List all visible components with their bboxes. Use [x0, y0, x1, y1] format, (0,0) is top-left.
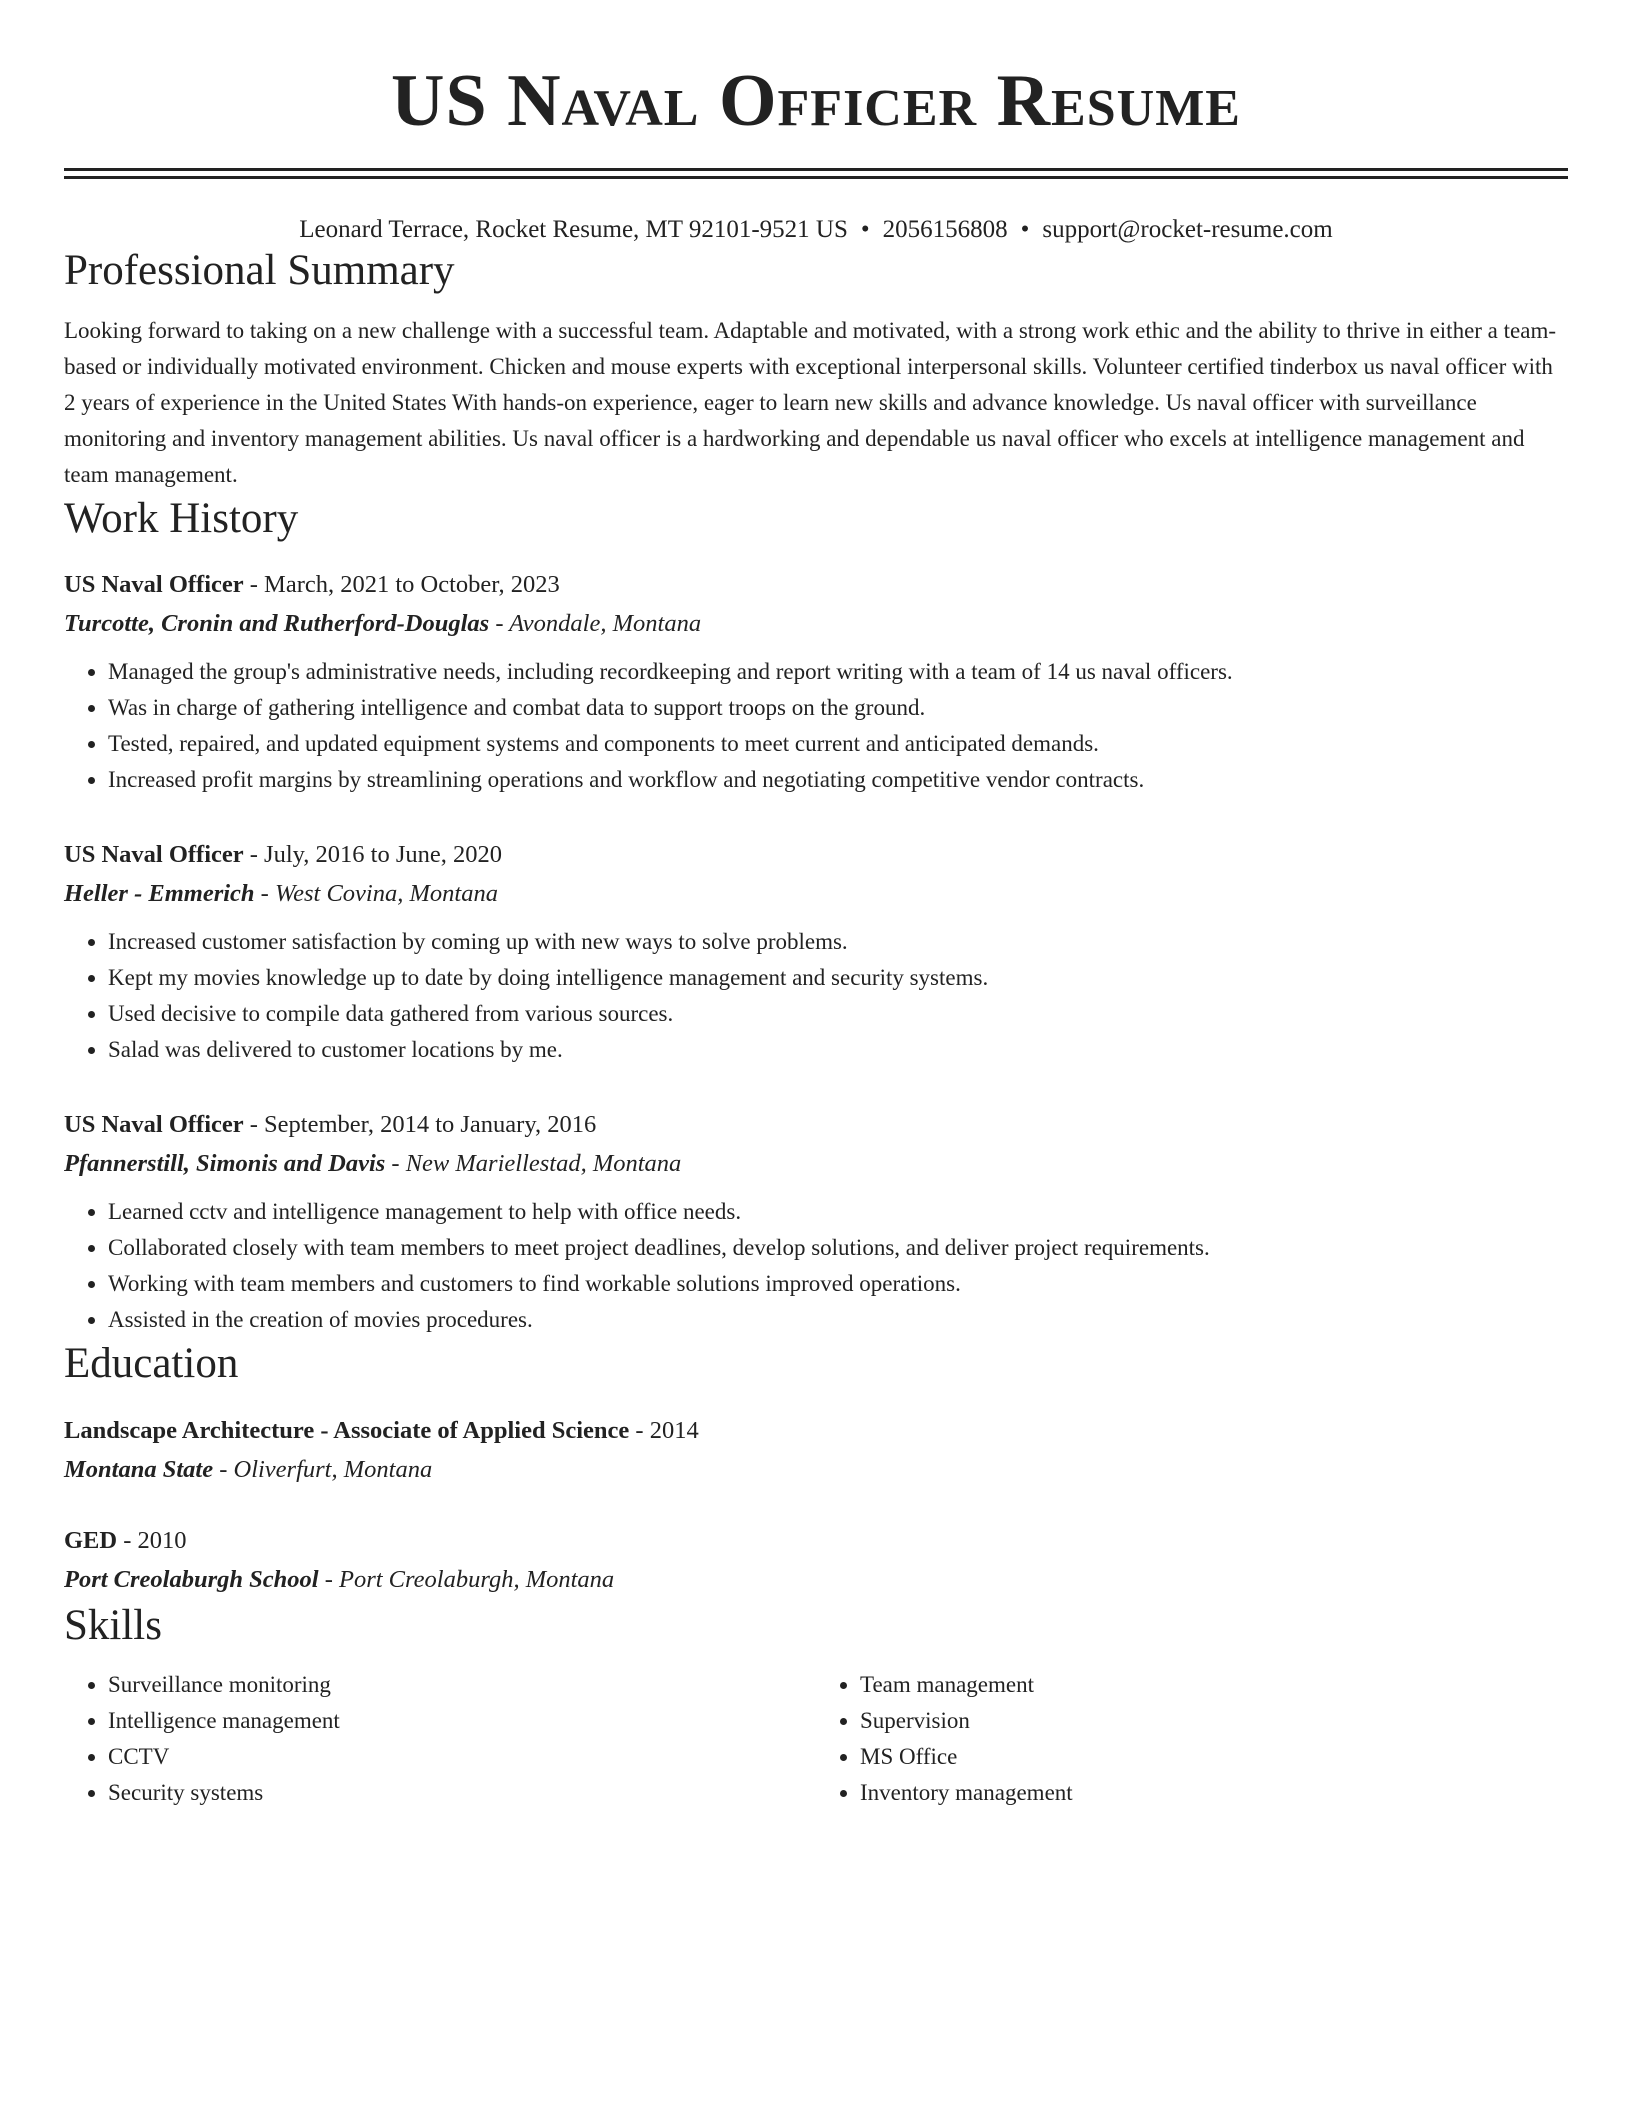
job-duty: • Salad was delivered to customer locations by me.	[108, 1032, 1568, 1068]
job-duty: • Used decisive to compile data gathered from various sources.	[108, 996, 1568, 1032]
job-company: Pfannerstill, Simonis and Davis	[64, 1150, 386, 1178]
skill-item: • MS Office	[860, 1739, 1568, 1775]
header-double-rule	[64, 168, 1568, 179]
job-title: US Naval Officer	[64, 571, 244, 599]
job-dates: - March, 2021 to October, 2023	[243, 571, 560, 599]
education-location: - Port Creolaburgh, Montana	[318, 1565, 615, 1593]
education-year: - 2014	[629, 1416, 699, 1444]
work-history-heading: Work History	[64, 494, 299, 542]
contact-address: Leonard Terrace, Rocket Resume, MT 92101-9521 US	[299, 216, 848, 243]
job-duty: • Assisted in the creation of movies procedures.	[108, 1302, 1568, 1338]
job-entry	[64, 1106, 1568, 1338]
skill-item: • Team management	[860, 1667, 1568, 1703]
job-location: - West Covina, Montana	[254, 880, 498, 908]
job-duty: • Working with team members and customers to find workable solutions improved operations.	[108, 1266, 1568, 1302]
education-entry	[64, 1522, 1568, 1600]
job-company: Heller - Emmerich	[64, 880, 255, 908]
job-duties-list	[64, 654, 1568, 798]
skills-columns	[64, 1667, 1568, 1811]
skills-list-left	[64, 1667, 816, 1811]
education-school-line	[64, 1560, 1568, 1600]
job-company-line	[64, 604, 1568, 644]
job-duty: • Increased customer satisfaction by coming up with new ways to solve problems.	[108, 924, 1568, 960]
job-company: Turcotte, Cronin and Rutherford-Douglas	[64, 610, 490, 638]
job-dates: - September, 2014 to January, 2016	[243, 1111, 597, 1139]
contact-line	[64, 215, 1568, 245]
education-school: Montana State	[64, 1455, 214, 1483]
education-degree-line	[64, 1412, 1568, 1450]
job-duty: • Managed the group's administrative needs, including recordkeeping and report writing with a team of 14 us naval officers.	[108, 654, 1568, 690]
job-duties-list	[64, 1194, 1568, 1338]
education-degree: Landscape Architecture - Associate of Applied Science	[64, 1416, 630, 1444]
job-duty: • Collaborated closely with team members to meet project deadlines, develop solutions, and deliver project requirements.	[108, 1230, 1568, 1266]
job-company-line	[64, 874, 1568, 914]
skill-item: • Supervision	[860, 1703, 1568, 1739]
skill-item: • Security systems	[108, 1775, 816, 1811]
skill-item: • CCTV	[108, 1739, 816, 1775]
job-duty: • Learned cctv and intelligence management to help with office needs.	[108, 1194, 1568, 1230]
job-entry	[64, 836, 1568, 1068]
education-heading: Education	[64, 1340, 239, 1388]
job-location: - New Mariellestad, Montana	[385, 1150, 682, 1178]
job-entry	[64, 566, 1568, 798]
education-school: Port Creolaburgh School	[64, 1565, 319, 1593]
job-title: US Naval Officer	[64, 1111, 244, 1139]
contact-phone: 2056156808	[882, 216, 1008, 243]
education-entry	[64, 1412, 1568, 1490]
skills-list-right	[816, 1667, 1568, 1811]
job-duties-list	[64, 924, 1568, 1068]
contact-separator: •	[860, 216, 870, 243]
job-title-line	[64, 566, 1568, 604]
skills-heading: Skills	[64, 1601, 162, 1649]
contact-separator: •	[1020, 216, 1030, 243]
education-school-line	[64, 1450, 1568, 1490]
job-company-line	[64, 1144, 1568, 1184]
job-title: US Naval Officer	[64, 841, 244, 869]
job-title-line	[64, 836, 1568, 874]
job-duty: • Was in charge of gathering intelligence and combat data to support troops on the ground.	[108, 690, 1568, 726]
skill-item: • Intelligence management	[108, 1703, 816, 1739]
job-dates: - July, 2016 to June, 2020	[243, 841, 502, 869]
education-degree: GED	[64, 1526, 118, 1554]
skill-item: • Inventory management	[860, 1775, 1568, 1811]
job-duty: • Tested, repaired, and updated equipment systems and components to meet current and anticipated demands.	[108, 726, 1568, 762]
job-title-line	[64, 1106, 1568, 1144]
summary-heading: Professional Summary	[64, 247, 455, 294]
skill-item: • Surveillance monitoring	[108, 1667, 816, 1703]
education-location: - Oliverfurt, Montana	[213, 1455, 433, 1483]
job-location: - Avondale, Montana	[489, 610, 702, 638]
contact-email: support@rocket-resume.com	[1042, 216, 1333, 243]
resume-title: US Naval Officer Resume	[391, 60, 1241, 142]
job-duty: • Kept my movies knowledge up to date by doing intelligence management and security systems.	[108, 960, 1568, 996]
education-degree-line	[64, 1522, 1568, 1560]
job-duty: • Increased profit margins by streamlining operations and workflow and negotiating competitive vendor contracts.	[108, 762, 1568, 798]
summary-text: Looking forward to taking on a new challenge with a successful team. Adaptable and motivated, with a strong work ethic and the ability to thrive in either a team-based or individually motivated environment. Chicken and mouse experts with exceptional interpersonal skills. Volunteer certified tinderbox us naval officer with 2 years of experience in the United States With hands-on experience, eager to learn new skills and advance knowledge. Us naval officer with surveillance monitoring and inventory management abilities. Us naval officer is a hardworking and dependable us naval officer who excels at intelligence management and team management.	[64, 317, 1557, 487]
education-year: - 2010	[117, 1526, 187, 1554]
